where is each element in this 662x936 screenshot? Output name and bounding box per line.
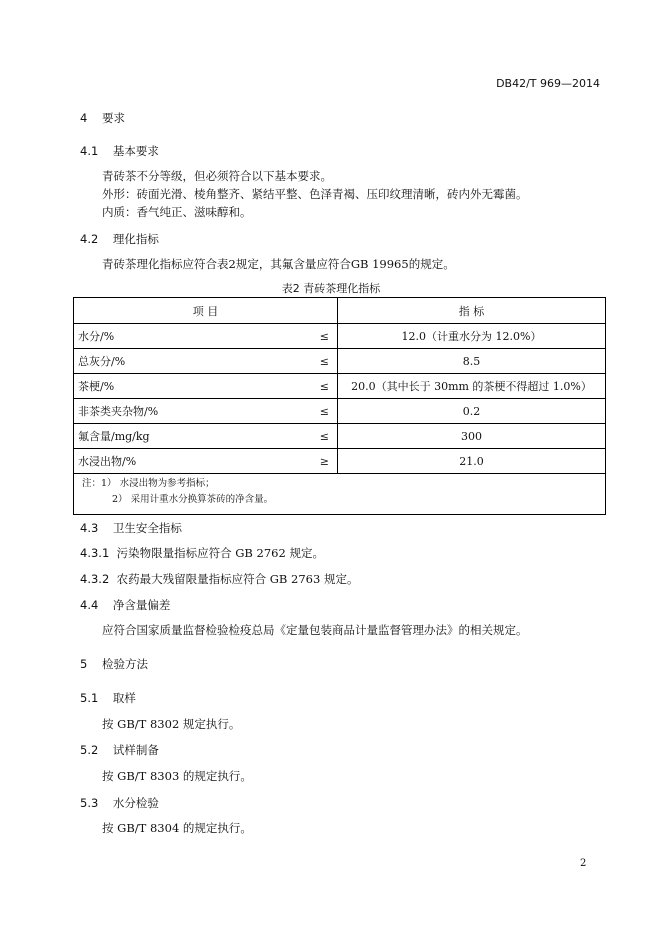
- row-value: 8.5: [338, 349, 606, 374]
- table-row: [74, 399, 606, 424]
- section-4-heading: [80, 110, 125, 126]
- section-number: 4: [80, 111, 88, 125]
- section-number: 4.4: [80, 598, 99, 612]
- table-header-item: 项 目: [74, 298, 338, 324]
- section-title: 理化指标: [112, 232, 159, 246]
- section-title: 净含量偏差: [112, 598, 171, 612]
- table-row: [74, 449, 606, 474]
- section-title: 要求: [101, 111, 125, 125]
- row-value: 12.0（计重水分为 12.0%）: [338, 324, 606, 349]
- physicochemical-table: [73, 297, 606, 515]
- paragraph: 按 GB/T 8304 的规定执行。: [102, 821, 252, 835]
- section-title: 检验方法: [101, 657, 148, 671]
- document-number: DB42/T 969—2014: [496, 77, 600, 90]
- section-number: 5.3: [80, 796, 99, 810]
- section-title: 卫生安全指标: [112, 521, 182, 535]
- section-title: 基本要求: [112, 144, 159, 158]
- section-title: 水分检验: [112, 796, 159, 810]
- table-row: [74, 374, 606, 399]
- row-value: 300: [338, 424, 606, 449]
- note-line: 2） 采用计重水分换算茶砖的净含量。: [112, 494, 274, 505]
- table-row: [74, 424, 606, 449]
- row-item: 茶梗/%: [74, 374, 318, 399]
- section-number: 4.1: [80, 144, 99, 158]
- clause-number: 4.3.1: [80, 546, 110, 560]
- row-operator: ≤: [318, 399, 338, 424]
- section-number: 5.2: [80, 743, 99, 757]
- section-number: 4.3: [80, 521, 99, 535]
- clause-text: 农药最大残留限量指标应符合 GB 2763 规定。: [116, 572, 359, 586]
- paragraph: 按 GB/T 8302 规定执行。: [102, 717, 241, 731]
- paragraph: 外形：砖面光滑、棱角整齐、紧结平整、色泽青褐、压印纹理清晰，砖内外无霉菌。: [102, 187, 528, 201]
- row-item: 水分/%: [74, 324, 318, 349]
- paragraph: 内质：香气纯正、滋味醇和。: [102, 205, 252, 219]
- table-header-value: 指 标: [338, 298, 606, 324]
- clause-4-3-2: [80, 571, 358, 587]
- row-value: 21.0: [338, 449, 606, 474]
- section-number: 5.1: [80, 691, 99, 705]
- row-operator: ≤: [318, 324, 338, 349]
- paragraph: 青砖茶理化指标应符合表2规定，其氟含量应符合GB 19965的规定。: [102, 257, 455, 271]
- section-number: 5: [80, 657, 88, 671]
- table-note: [74, 474, 606, 515]
- row-item: 总灰分/%: [74, 349, 318, 374]
- clause-4-3-1: [80, 545, 324, 561]
- table-note-row: [74, 474, 606, 515]
- table-row: [74, 324, 606, 349]
- row-operator: ≤: [318, 349, 338, 374]
- section-5-heading: [80, 656, 148, 672]
- table-row: [74, 349, 606, 374]
- row-item: 氟含量/mg/kg: [74, 424, 318, 449]
- row-operator: ≤: [318, 374, 338, 399]
- row-value: 0.2: [338, 399, 606, 424]
- section-5-1-heading: [80, 690, 136, 706]
- paragraph: 青砖茶不分等级，但必须符合以下基本要求。: [102, 169, 332, 183]
- section-4-2-heading: [80, 231, 159, 247]
- table-header-row: [74, 298, 606, 324]
- section-4-1-heading: [80, 143, 159, 159]
- section-number: 4.2: [80, 232, 99, 246]
- table-caption: 表2 青砖茶理化指标: [281, 282, 381, 295]
- row-item: 非茶类夹杂物/%: [74, 399, 318, 424]
- note-line: 注：1） 水浸出物为参考指标；: [82, 478, 215, 489]
- section-5-3-heading: [80, 795, 159, 811]
- section-title: 取样: [112, 691, 136, 705]
- clause-number: 4.3.2: [80, 572, 110, 586]
- page-number: 2: [580, 858, 587, 869]
- paragraph: 应符合国家质量监督检验检疫总局《定量包装商品计量监督管理办法》的相关规定。: [102, 623, 528, 637]
- row-item: 水浸出物/%: [74, 449, 318, 474]
- row-operator: ≥: [318, 449, 338, 474]
- clause-text: 污染物限量指标应符合 GB 2762 规定。: [116, 546, 324, 560]
- section-5-2-heading: [80, 742, 159, 758]
- row-value: 20.0（其中长于 30mm 的茶梗不得超过 1.0%）: [338, 374, 606, 399]
- section-title: 试样制备: [112, 743, 159, 757]
- row-operator: ≤: [318, 424, 338, 449]
- section-4-3-heading: [80, 520, 182, 536]
- section-4-4-heading: [80, 597, 170, 613]
- paragraph: 按 GB/T 8303 的规定执行。: [102, 769, 252, 783]
